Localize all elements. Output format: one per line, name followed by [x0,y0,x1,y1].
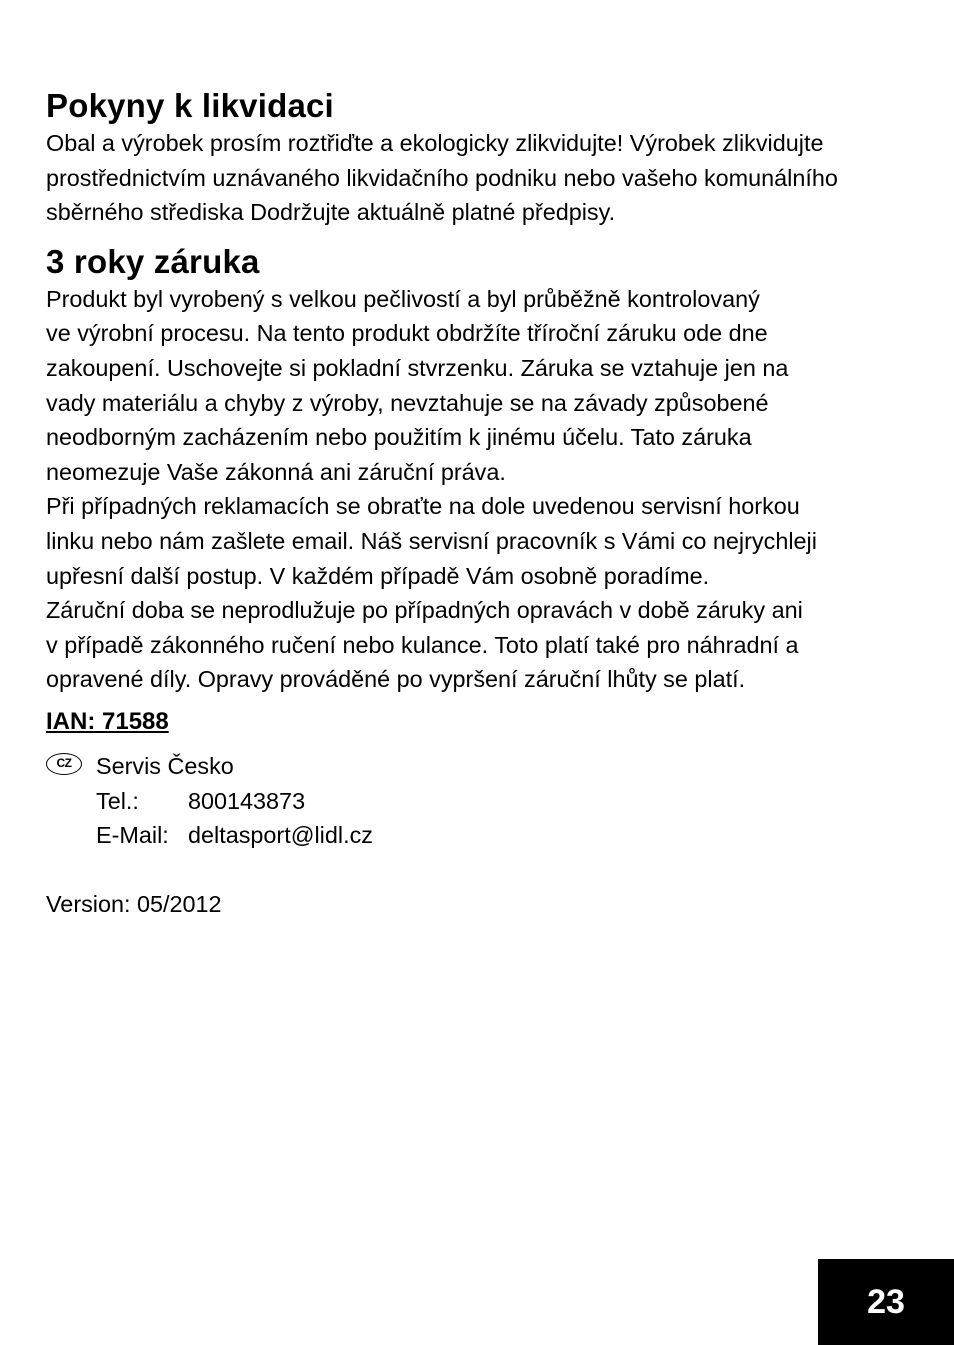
disposal-line: prostřednictvím uznávaného likvidačního podniku nebo vašeho komunálního [46,164,838,191]
warranty-line: neomezuje Vaše zákonná ani záruční práva. [46,458,506,485]
warranty-line: upřesní další postup. V každém případě Vám osobně poradíme. [46,562,710,589]
warranty-line: zakoupení. Uschovejte si pokladní stvrzenku. Záruka se vztahuje jen na [46,354,789,381]
service-contact [46,749,916,853]
service-email-row [96,818,916,853]
warranty-heading: 3 roky záruka [46,242,260,280]
email-value: deltasport@lidl.cz [188,822,373,849]
version-text: Version: 05/2012 [46,890,222,917]
disposal-text [46,126,916,230]
service-tel-row [96,784,916,819]
warranty-line: Záruční doba se neprodlužuje po případných opravách v době záruky ani [46,597,803,624]
page-number: 23 [818,1259,954,1345]
tel-value: 800143873 [188,787,306,814]
warranty-line: v případě zákonného ručení nebo kulance. Toto platí také pro náhradní a [46,631,799,658]
page-content [46,86,916,921]
warranty-line: opravené díly. Opravy prováděné po vypršení záruční lhůty se platí. [46,666,746,693]
disposal-line: sběrného střediska Dodržujte aktuálně platné předpisy. [46,199,616,226]
tel-label: Tel.: [96,787,139,814]
warranty-line: Při případných reklamacích se obraťte na dole uvedenou servisní horkou [46,493,800,520]
service-name: Servis Česko [96,752,234,779]
ian-number: IAN: 71588 [46,707,169,735]
warranty-line: ve výrobní procesu. Na tento produkt obdržíte tříroční záruku ode dne [46,320,768,347]
disposal-heading: Pokyny k likvidaci [46,87,334,124]
warranty-text [46,282,916,697]
disposal-line: Obal a výrobek prosím roztřiďte a ekologicky zlikvidujte! Výrobek zlikvidujte [46,130,824,156]
email-label: E-Mail: [96,822,169,849]
warranty-line: Produkt byl vyrobený s velkou pečlivostí a byl průběžně kontrolovaný [46,285,760,312]
warranty-line: neodborným zacházením nebo použitím k jinému účelu. Tato záruka [46,424,752,451]
warranty-line: vady materiálu a chyby z výroby, nevztahuje se na závady způsobené [46,389,769,416]
warranty-line: linku nebo nám zašlete email. Náš servisní pracovník s Vámi co nejrychleji [46,527,817,554]
country-cz-icon: CZ [46,753,82,775]
